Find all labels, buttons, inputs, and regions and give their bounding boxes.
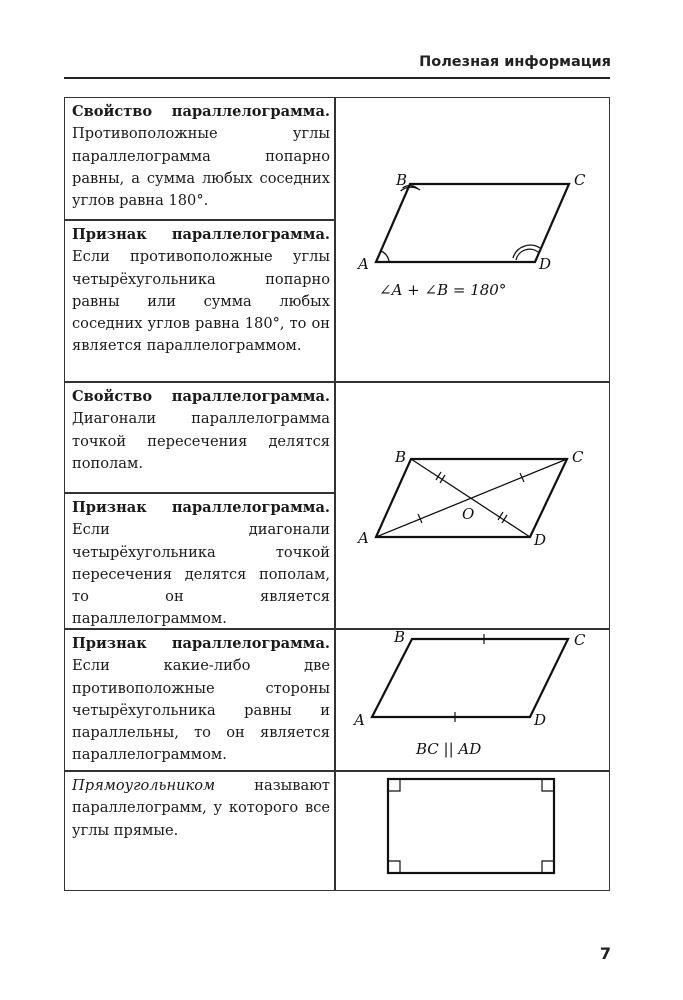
right-angle-mark [542,861,554,873]
vertex-label-d: D [539,255,552,273]
vertex-label-a: A [358,255,369,273]
table-row-text [72,775,330,842]
page-number: 7 [599,944,611,963]
row-body: Противоположные углы параллелограмма попарно равны, а сумма любых соседних углов равна 180°. [72,125,330,210]
vertex-label-c: C [574,631,586,649]
angle-arc [381,251,389,262]
vertex-label-b: B [396,171,408,189]
row-term: Прямоугольником [72,777,216,794]
row-heading: Свойство параллелограмма. [72,103,330,120]
angle-formula: ∠A + ∠B = 180° [379,281,507,299]
header-rule [64,77,610,79]
rectangle-shape [388,779,554,873]
table-row-text [72,633,330,767]
row-body: называют параллелограмм, у которого все углы прямые. [72,777,330,839]
row-body: Если диагонали четырёхугольника точкой пересечения делятся пополам, то он является параллелограммом. [72,521,330,628]
right-angle-mark [388,861,400,873]
table-row-text [72,101,330,212]
right-angle-mark [542,779,554,791]
parallelogram-shape [372,639,568,717]
row-body: Если противоположные углы четырёхугольника попарно равны или сумма любых соседних углов равна 180°, то он является параллелограммом. [72,248,330,355]
vertex-label-d: D [534,711,547,729]
vertex-label-a: A [358,529,369,547]
row-heading: Признак параллелограмма. [72,499,330,516]
row-heading: Свойство параллелограмма. [72,388,330,405]
vertex-label-c: C [572,448,584,466]
vertex-label-a: A [354,711,365,729]
row-body: Диагонали параллелограмма точкой пересечения делятся пополам. [72,410,330,472]
running-header: Полезная информация [419,54,611,70]
row-heading: Признак параллелограмма. [72,226,330,243]
vertex-label-d: D [534,531,547,549]
row-divider [65,492,335,494]
figure-parallel-sides [336,630,610,770]
figure-angles [336,98,610,381]
row-divider [65,219,335,221]
row-heading: Признак параллелограмма. [72,635,330,652]
vertex-label-c: C [574,171,586,189]
angle-arc [516,249,538,260]
parallelogram-shape [376,184,569,262]
info-table [64,97,610,891]
table-row-text [72,386,330,475]
right-angle-mark [388,779,400,791]
table-row-text [72,224,330,358]
center-label-o: O [462,505,475,523]
row-body: Если какие-либо две противоположные стороны четырёхугольника равны и параллельны, то он является параллелограммом. [72,657,330,764]
diagonal-bd [411,459,530,537]
vertex-label-b: B [394,630,406,646]
figure-diagonals [336,383,610,628]
figure-rectangle [336,772,610,890]
table-row-text [72,497,330,631]
vertex-label-b: B [395,448,407,466]
parallel-formula: BC || AD [416,740,482,758]
